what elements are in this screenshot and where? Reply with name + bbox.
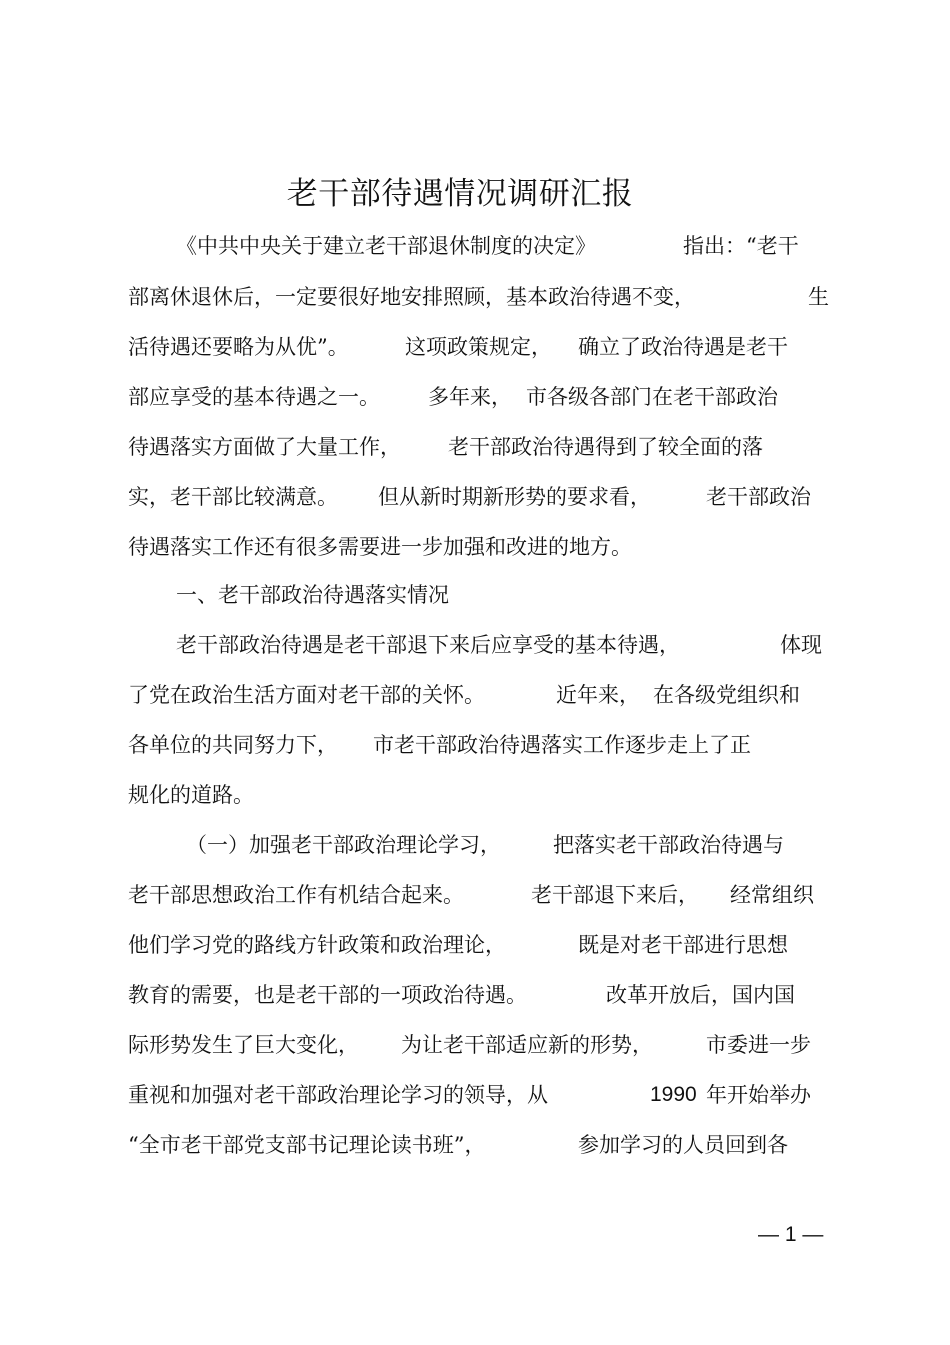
page-number: — 1 — xyxy=(758,1223,824,1246)
text-segment: 为让老干部适应新的形势， xyxy=(401,1033,653,1057)
text-segment: 他们学习党的路线方针政策和政治理论， xyxy=(128,933,506,957)
text-segment: 多年来， xyxy=(428,385,512,409)
text-segment: 活待遇还要略为从优”。 xyxy=(128,335,349,359)
document-title: 老干部待遇情况调研汇报 xyxy=(286,176,634,212)
text-segment: 部离休退休后，一定要很好地安排照顾，基本政治待遇不变， xyxy=(128,285,695,309)
text-segment: 市老干部政治待遇落实工作逐步走上了正 xyxy=(373,733,751,757)
text-segment: 市委进一步 xyxy=(706,1033,811,1057)
text-segment: 了党在政治生活方面对老干部的关怀。 xyxy=(128,683,485,707)
text-segment: 各单位的共同努力下， xyxy=(128,733,338,757)
text-segment: 改革开放后，国内国 xyxy=(606,983,795,1007)
text-segment: 实，老干部比较满意。 xyxy=(128,485,338,509)
text-segment: 经常组织 xyxy=(730,883,814,907)
text-segment: 但从新时期新形势的要求看， xyxy=(378,485,651,509)
text-segment: 部应享受的基本待遇之一。 xyxy=(128,385,380,409)
text-segment: 确立了政治待遇是老干 xyxy=(578,335,788,359)
text-segment: 指出：“老干 xyxy=(683,234,799,258)
text-segment: 教育的需要，也是老干部的一项政治待遇。 xyxy=(128,983,527,1007)
text-segment: （一）加强老干部政治理论学习， xyxy=(186,833,501,857)
text-segment: 老干部思想政治工作有机结合起来。 xyxy=(128,883,464,907)
text-segment: 参加学习的人员回到各 xyxy=(578,1133,788,1157)
text-segment: “全市老干部党支部书记理论读书班”， xyxy=(128,1133,486,1157)
text-segment: 规化的道路。 xyxy=(128,783,254,807)
text-segment: 老干部政治待遇是老干部退下来后应享受的基本待遇， xyxy=(176,633,680,657)
text-segment: 1990 xyxy=(650,1083,697,1106)
text-segment: 待遇落实工作还有很多需要进一步加强和改进的地方。 xyxy=(128,535,632,559)
text-segment: 年开始举办 xyxy=(706,1083,811,1107)
text-segment: 体现 xyxy=(780,633,822,657)
text-segment: 老干部政治 xyxy=(706,485,811,509)
text-segment: 在各级党组织和 xyxy=(653,683,800,707)
text-segment: 近年来， xyxy=(556,683,640,707)
text-segment: 一、老干部政治待遇落实情况 xyxy=(176,583,449,607)
text-segment: 生 xyxy=(808,285,829,309)
text-segment: 市各级各部门在老干部政治 xyxy=(526,385,778,409)
text-segment: 重视和加强对老干部政治理论学习的领导，从 xyxy=(128,1083,548,1107)
text-segment: 待遇落实方面做了大量工作， xyxy=(128,435,401,459)
text-segment: 老干部退下来后， xyxy=(531,883,699,907)
text-segment: 际形势发生了巨大变化， xyxy=(128,1033,359,1057)
text-segment: 这项政策规定， xyxy=(405,335,552,359)
text-segment: 既是对老干部进行思想 xyxy=(578,933,788,957)
text-segment: 《中共中央关于建立老干部退休制度的决定》 xyxy=(176,234,596,258)
text-segment: 老干部政治待遇得到了较全面的落 xyxy=(448,435,763,459)
text-segment: 把落实老干部政治待遇与 xyxy=(553,833,784,857)
